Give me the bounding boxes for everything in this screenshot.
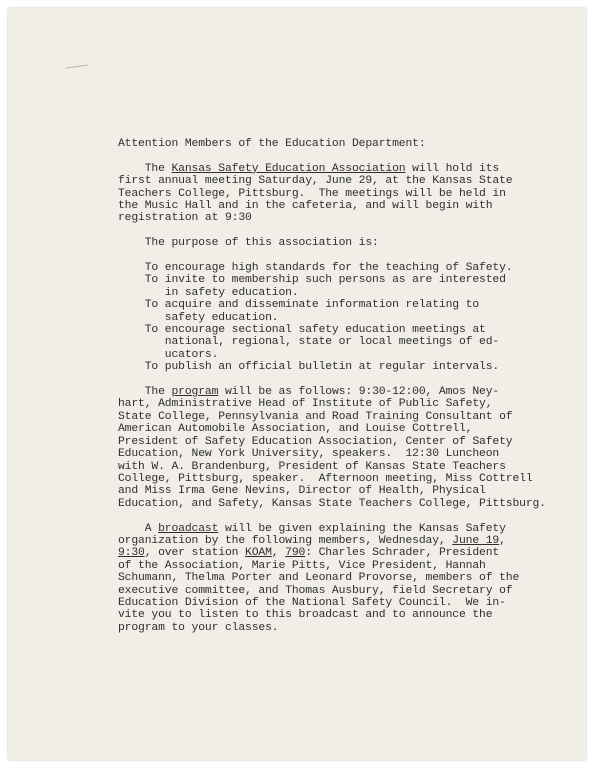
text-run: will be as follows: 9:30-12:00, Amos Ney- (218, 386, 500, 399)
purpose-intro: The purpose of this association is: (118, 237, 379, 250)
text-line (118, 523, 588, 535)
text-run: State College, Pennsylvania and Road Training Consultant of (118, 410, 513, 423)
text-run: program to your classes. (118, 621, 279, 634)
text-run: first annual meeting Saturday, June 29, at the Kansas State (118, 175, 513, 188)
salutation: Attention Members of the Education Department: (118, 138, 426, 150)
text-run: executive committee, and Thomas Ausbury, field Secretary of (118, 584, 513, 597)
underlined-text: June 19 (452, 534, 500, 547)
text-run: Schumann, Thelma Porter and Leonard Provorse, members of the (118, 572, 520, 585)
purpose-line: To publish an official bulletin at regular intervals. (118, 361, 500, 374)
text-line (118, 423, 588, 435)
text-line (118, 473, 588, 485)
text-run: organization by the following members, Wednesday, (118, 534, 453, 547)
text-line (118, 535, 588, 547)
purpose-line: To encourage sectional safety education meetings at (118, 324, 486, 337)
text-run: and Miss Irma Gene Nevins, Director of Health, Physical (118, 485, 486, 498)
text-run: registration at 9:30 (118, 212, 252, 225)
text-line (118, 572, 588, 584)
text-line (118, 188, 588, 200)
text-run: Education, New York University, speakers. 12:30 Luncheon (118, 448, 500, 461)
text-line (118, 585, 588, 597)
text-run: with W. A. Brandenburg, President of Kansas State Teachers (118, 460, 506, 473)
purpose-line: national, regional, state or local meetings of ed- (118, 336, 500, 349)
text-run: the Music Hall and in the cafeteria, and will begin with (118, 200, 493, 213)
text-run: will be given explaining the Kansas Safety (218, 522, 506, 535)
text-run: College, Pittsburg, speaker. Afternoon meeting, Miss Cottrell (118, 472, 533, 485)
text-line (118, 461, 588, 473)
text-run: American Automobile Association, and Louise Cottrell, (118, 423, 473, 436)
text-line (118, 609, 588, 621)
purpose-line: in safety education. (118, 286, 299, 299)
purpose-line: To encourage high standards for the teaching of Safety. (118, 262, 513, 275)
text-line (118, 622, 588, 634)
underlined-text: program (171, 386, 219, 399)
underlined-text: 9:30 (118, 547, 145, 560)
text-line (118, 498, 588, 510)
purpose-line: To invite to membership such persons as are interested (118, 274, 506, 287)
text-line (118, 212, 588, 224)
text-run: will hold its (405, 162, 500, 175)
purpose-line: safety education. (118, 311, 279, 324)
purpose-line: To acquire and disseminate information relating to (118, 299, 480, 312)
text-line (118, 560, 588, 572)
pencil-mark (66, 64, 88, 68)
letter-body (118, 138, 588, 634)
purpose-list (118, 262, 588, 374)
paragraph-broadcast (118, 523, 588, 635)
document-page (8, 8, 586, 760)
text-line (118, 485, 588, 497)
text-line (118, 163, 588, 175)
text-run: vite you to listen to this broadcast and to announce the (118, 609, 493, 622)
text-run: Education Division of the National Safety Council. We in- (118, 596, 506, 609)
text-run: The (118, 162, 172, 175)
text-run: Teachers College, Pittsburg. The meetings will be held in (118, 187, 506, 200)
underlined-text: 790 (285, 547, 306, 560)
text-run: , over station (144, 547, 246, 560)
underlined-text: broadcast (158, 522, 219, 535)
underlined-text: Kansas Safety Education Association (171, 162, 406, 175)
text-line (118, 436, 588, 448)
text-run: of the Association, Marie Pitts, Vice President, Hannah (118, 559, 486, 572)
text-run: , (499, 534, 506, 547)
text-line (118, 411, 588, 423)
text-run: : Charles Schrader, President (305, 547, 500, 560)
paragraph-meeting (118, 163, 588, 225)
text-line (118, 547, 588, 559)
text-run: President of Safety Education Association, Center of Safety (118, 435, 513, 448)
text-run: The (118, 386, 172, 399)
text-run: hart, Administrative Head of Institute of Public Safety, (118, 398, 493, 411)
text-line (118, 448, 588, 460)
paragraph-program (118, 386, 588, 510)
text-line (118, 175, 588, 187)
text-run: , (271, 547, 286, 560)
text-line (118, 386, 588, 398)
text-line (118, 597, 588, 609)
purpose-line: ucators. (118, 348, 219, 361)
text-run: A (118, 522, 159, 535)
text-run: Education, and Safety, Kansas State Teachers College, Pittsburg. (118, 497, 546, 510)
underlined-text: KOAM (245, 547, 272, 560)
text-line (118, 200, 588, 212)
text-line (118, 398, 588, 410)
